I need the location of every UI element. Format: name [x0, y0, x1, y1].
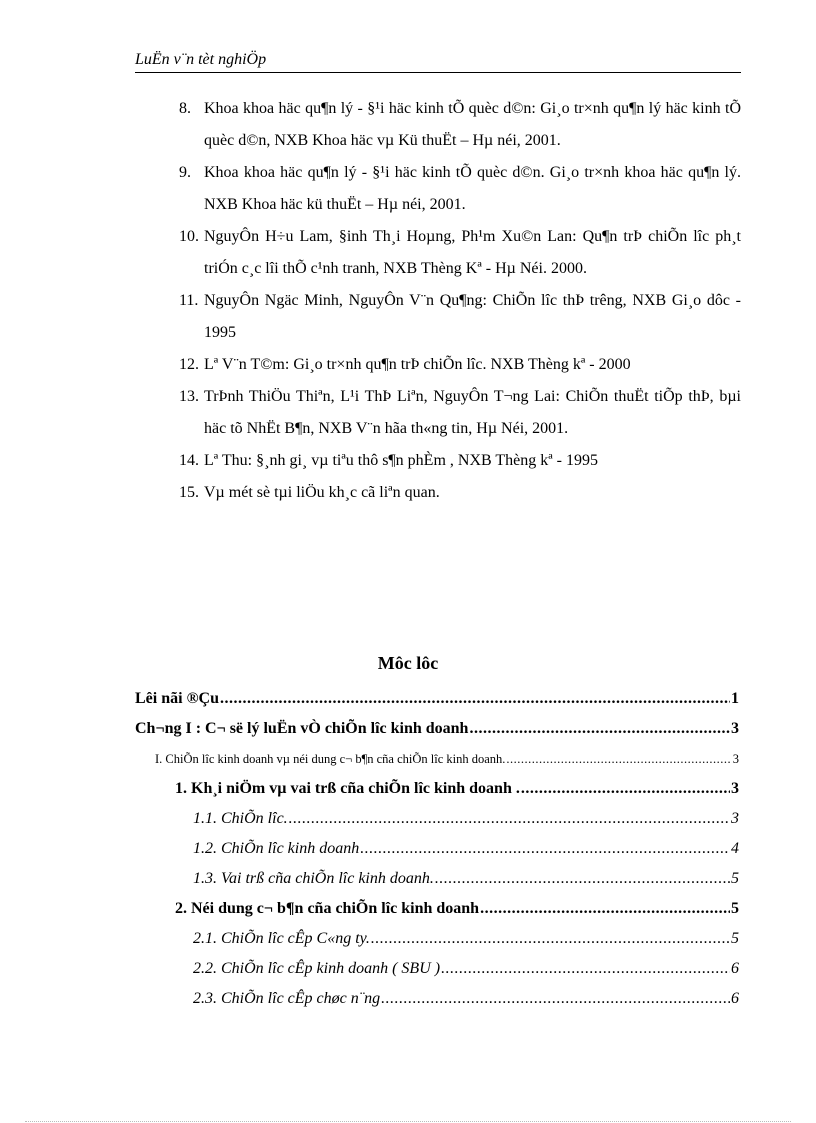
toc-entry-label: Lêi nãi ®Çu: [135, 690, 219, 707]
toc-leader-dots: [220, 684, 730, 714]
reference-item: [179, 349, 741, 381]
reference-text: NguyÔn Ngäc Minh, NguyÔn V¨n Qu¶ng: ChiÕn lîc thÞ trêng, NXB Gi¸o dôc - 1995: [204, 292, 741, 341]
toc-entry-label: 1. Kh¸i niÖm vµ vai trß cña chiÕn lîc kinh doanh .: [175, 780, 520, 797]
reference-number: 13.: [179, 388, 199, 405]
toc-leader-dots: [435, 864, 730, 894]
toc-leader-dots: [360, 834, 730, 864]
toc-entry-page: 5: [731, 930, 739, 947]
reference-list: [179, 93, 741, 509]
reference-item: [179, 477, 741, 509]
toc-entry-page: 5: [731, 900, 739, 917]
toc-entry[interactable]: [135, 684, 739, 714]
toc-entry-label: 2.2. ChiÕn lîc cÊp kinh doanh ( SBU ): [193, 960, 441, 977]
reference-number: 14.: [179, 452, 199, 469]
toc-entry[interactable]: [135, 984, 739, 1014]
reference-number: 11.: [179, 292, 199, 309]
toc-entry[interactable]: [135, 834, 739, 864]
toc-entry-page: 4: [731, 840, 739, 857]
reference-text: Lª Thu: §¸nh gi¸ vµ tiªu thô s¶n phÈm , NXB Thèng kª - 1995: [204, 452, 598, 469]
toc-entry-label: 1.1. ChiÕn lîc.: [193, 810, 288, 827]
reference-text: TrÞnh ThiÖu Thiªn, L¹i ThÞ Liªn, NguyÔn T¬ng Lai: ChiÕn thuËt tiÕp thÞ, bµi häc tõ NhËt B¶n, NXB V¨n hãa th«ng tin, Hµ Néi, 2001.: [204, 388, 741, 437]
table-of-contents: [135, 684, 739, 1014]
toc-entry-page: 3: [731, 720, 739, 737]
toc-entry-page: 6: [731, 960, 739, 977]
toc-leader-dots: [521, 774, 730, 804]
reference-number: 15.: [179, 484, 199, 501]
reference-text: Vµ mét sè tµi liÖu kh¸c cã liªn quan.: [204, 484, 440, 501]
toc-entry[interactable]: [135, 954, 739, 984]
toc-title: Môc lôc: [377, 653, 439, 673]
toc-entry-label: 2.1. ChiÕn lîc cÊp C«ng ty.: [193, 930, 370, 947]
toc-entry-page: 3: [731, 780, 739, 797]
toc-entry-label: 2. Néi dung c¬ b¶n cña chiÕn lîc kinh doanh: [175, 900, 480, 917]
reference-text: Lª V¨n T©m: Gi¸o tr×nh qu¶n trÞ chiÕn lîc. NXB Thèng kª - 2000: [204, 356, 631, 373]
toc-leader-dots: [469, 714, 730, 744]
reference-text: NguyÔn H÷u Lam, §inh Th¸i Hoµng, Ph¹m Xu©n Lan: Qu¶n trÞ chiÕn lîc ph¸t triÓn c¸c lîi thÕ c¹nh tranh, NXB Thèng Kª - Hµ Néi. 2000.: [204, 228, 741, 277]
toc-leader-dots: [506, 744, 731, 774]
reference-number: 8.: [179, 100, 191, 117]
toc-entry-label: Ch¬ng I : C¬ së lý luËn vÒ chiÕn lîc kinh doanh: [135, 720, 469, 737]
toc-entry[interactable]: [135, 864, 739, 894]
reference-number: 10.: [179, 228, 199, 245]
toc-entry[interactable]: [135, 774, 739, 804]
header-title: LuËn v¨n tèt nghiÖp: [135, 51, 267, 68]
reference-item: [179, 93, 741, 157]
reference-text: Khoa khoa häc qu¶n lý - §¹i häc kinh tÕ quèc d©n: Gi¸o tr×nh qu¶n lý häc kinh tÕ quèc d©n, NXB Khoa häc vµ Kü thuËt – Hµ néi, 2001.: [204, 100, 741, 149]
reference-number: 9.: [179, 164, 191, 181]
toc-leader-dots: [371, 924, 730, 954]
toc-entry[interactable]: [135, 714, 739, 744]
toc-entry[interactable]: [135, 804, 739, 834]
toc-leader-dots: [289, 804, 730, 834]
page-header: [135, 50, 741, 73]
page-bottom-border: [25, 1121, 791, 1122]
toc-entry[interactable]: [135, 924, 739, 954]
toc-entry-page: 1: [731, 690, 739, 707]
toc-entry-label: I. ChiÕn lîc kinh doanh vµ néi dung c¬ b¶n cña chiÕn lîc kinh doanh.: [155, 752, 506, 766]
toc-entry[interactable]: [135, 744, 739, 774]
reference-item: [179, 445, 741, 477]
toc-leader-dots: [480, 894, 730, 924]
reference-item: [179, 285, 741, 349]
reference-item: [179, 221, 741, 285]
reference-text: Khoa khoa häc qu¶n lý - §¹i häc kinh tÕ quèc d©n. Gi¸o tr×nh khoa häc qu¶n lý. NXB Khoa häc kü thuËt – Hµ néi, 2001.: [204, 164, 741, 213]
toc-entry-page: 3: [731, 810, 739, 827]
reference-number: 12.: [179, 356, 199, 373]
toc-entry-label: 1.2. ChiÕn lîc kinh doanh: [193, 840, 360, 857]
toc-entry-label: 2.3. ChiÕn lîc cÊp chøc n¨ng: [193, 990, 381, 1007]
toc-leader-dots: [381, 984, 730, 1014]
reference-item: [179, 381, 741, 445]
reference-item: [179, 157, 741, 221]
toc-leader-dots: [441, 954, 730, 984]
toc-entry-label: 1.3. Vai trß cña chiÕn lîc kinh doanh.: [193, 870, 434, 887]
toc-entry-page: 5: [731, 870, 739, 887]
toc-entry-page: 3: [732, 752, 739, 766]
toc-entry[interactable]: [135, 894, 739, 924]
toc-entry-page: 6: [731, 990, 739, 1007]
